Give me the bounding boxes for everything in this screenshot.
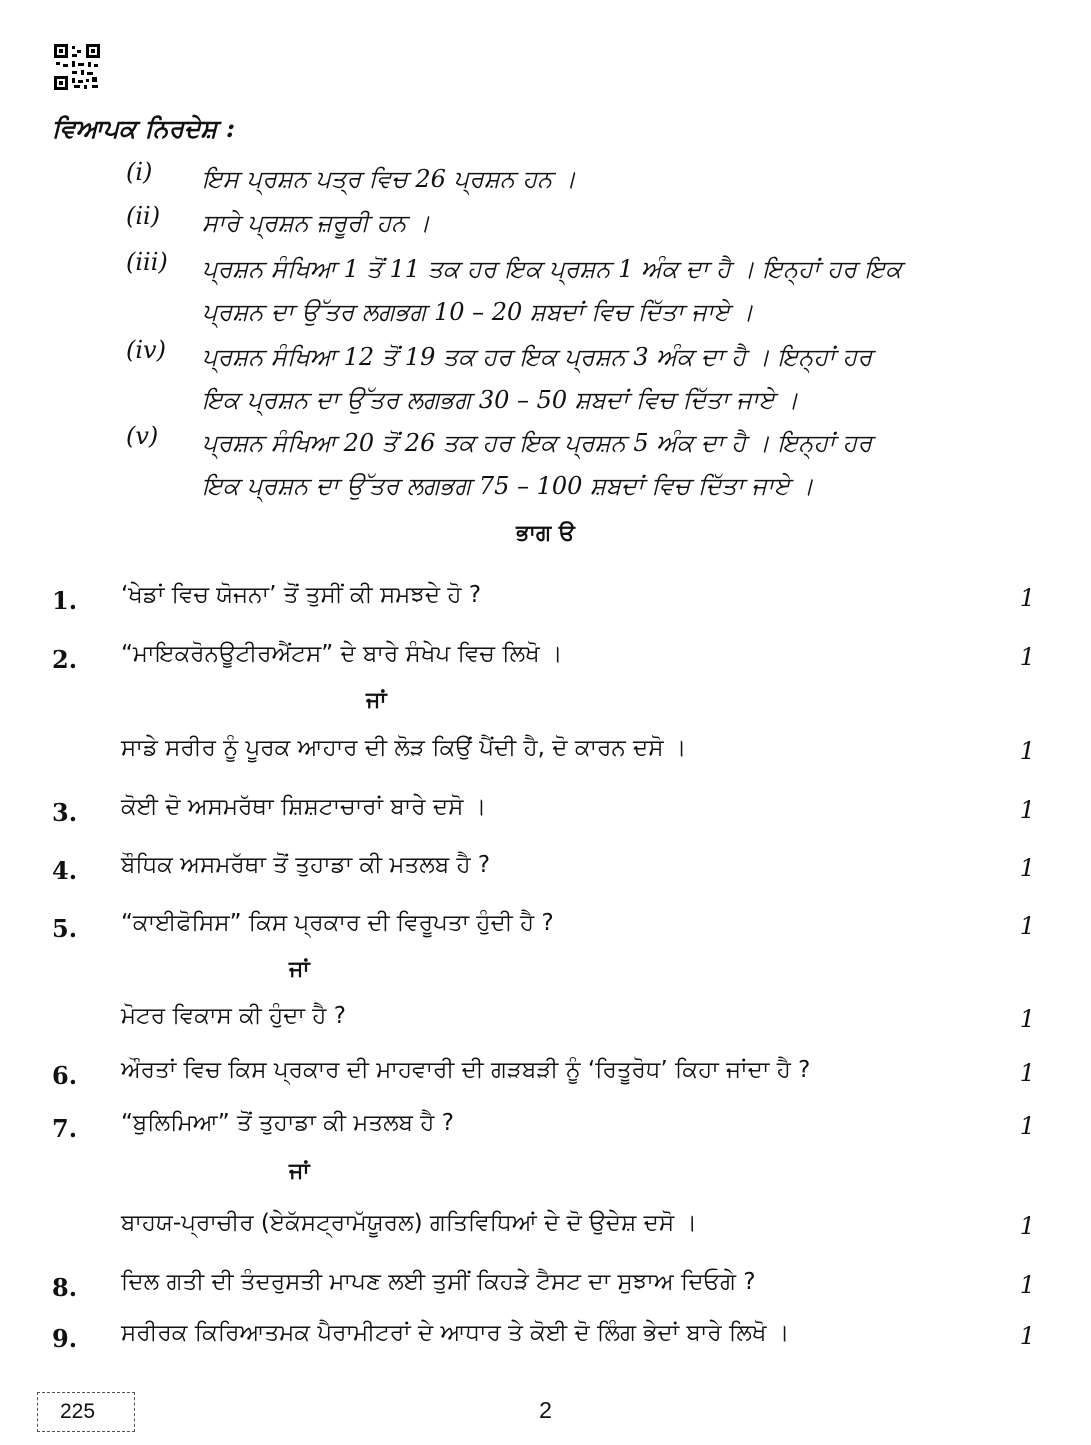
question-row (0, 852, 1091, 892)
instruction-text: ਇਕ ਪ੍ਰਸ਼ਨ ਦਾ ਉੱਤਰ ਲਗਭਗ 75 – 100 ਸ਼ਬਦਾਂ ਵਿਚ ਦਿੱਤਾ ਜਾਏ । (202, 472, 814, 500)
instructions-heading: ਵਿਆਪਕ ਨਿਰਦੇਸ਼ : (52, 114, 236, 143)
instruction-text: ਪ੍ਰਸ਼ਨ ਸੰਖਿਆ 12 ਤੋਂ 19 ਤਕ ਹਰ ਇਕ ਪ੍ਰਸ਼ਨ 3 ਅੰਕ ਦਾ ਹੈ । ਇਨ੍ਹਾਂ ਹਰ (202, 343, 873, 371)
question-text: ਸਰੀਰਕ ਕਿਰਿਆਤਮਕ ਪੈਰਾਮੀਟਰਾਂ ਦੇ ਆਧਾਰ ਤੇ ਕੋਈ ਦੋ ਲਿੰਗ ਭੇਦਾਂ ਬਾਰੇ ਲਿਖੋ । (121, 1320, 790, 1346)
question-marks: 1 (1019, 643, 1035, 671)
question-row (0, 1110, 1091, 1150)
question-number: 3. (52, 798, 78, 827)
paper-code: 225 (60, 1400, 96, 1423)
question-row (0, 735, 1091, 775)
question-row (0, 910, 1091, 950)
question-row (0, 641, 1091, 681)
question-text: ‘ਖੇਡਾਂ ਵਿਚ ਯੋਜਨਾ’ ਤੋਂ ਤੁਸੀਂ ਕੀ ਸਮਝਦੇ ਹੋ ? (121, 582, 482, 608)
question-marks: 1 (1019, 1212, 1035, 1240)
question-text: “ਬੁਲਿਮਿਆ” ਤੋਂ ਤੁਹਾਡਾ ਕੀ ਮਤਲਬ ਹੈ ? (121, 1110, 454, 1136)
instruction-text: ਇਸ ਪ੍ਰਸ਼ਨ ਪਤ੍ਰ ਵਿਚ 26 ਪ੍ਰਸ਼ਨ ਹਨ । (202, 165, 577, 193)
instruction-text: ਸਾਰੇ ਪ੍ਰਸ਼ਨ ਜ਼ਰੂਰੀ ਹਨ । (202, 209, 431, 237)
instruction-number: (i) (126, 158, 153, 186)
question-marks: 1 (1019, 737, 1035, 765)
or-label: ਜਾਂ (366, 688, 387, 713)
question-row (0, 1003, 1091, 1043)
instruction-text: ਪ੍ਰਸ਼ਨ ਸੰਖਿਆ 20 ਤੋਂ 26 ਤਕ ਹਰ ਇਕ ਪ੍ਰਸ਼ਨ 5 ਅੰਕ ਦਾ ਹੈ । ਇਨ੍ਹਾਂ ਹਰ (202, 429, 873, 457)
question-text: ਔਰਤਾਂ ਵਿਚ ਕਿਸ ਪ੍ਰਕਾਰ ਦੀ ਮਾਹਵਾਰੀ ਦੀ ਗੜਬੜੀ ਨੂੰ ‘ਰਿਤੂਰੋਧ’ ਕਿਹਾ ਜਾਂਦਾ ਹੈ ? (121, 1057, 811, 1083)
question-row (0, 794, 1091, 834)
question-number: 6. (52, 1061, 78, 1090)
instruction-number: (iii) (126, 248, 168, 276)
instruction-text: ਪ੍ਰਸ਼ਨ ਦਾ ਉੱਤਰ ਲਗਭਗ 10 – 20 ਸ਼ਬਦਾਂ ਵਿਚ ਦਿੱਤਾ ਜਾਏ । (202, 298, 754, 326)
section-title: ਭਾਗ ੳ (516, 520, 575, 546)
question-marks: 1 (1019, 1271, 1035, 1299)
question-text: ਬਾਹਯ-ਪ੍ਰਾਚੀਰ (ਏਕੱਸਟ੍ਰਾਮੱਯੂਰਲ) ਗਤਿਵਿਧਿਆਂ ਦੇ ਦੋ ਉਦੇਸ਼ ਦਸੋ । (121, 1210, 698, 1236)
question-marks: 1 (1019, 1059, 1035, 1087)
question-marks: 1 (1019, 912, 1035, 940)
question-marks: 1 (1019, 1112, 1035, 1140)
instruction-number: (ii) (126, 202, 161, 230)
question-row (0, 1269, 1091, 1309)
question-marks: 1 (1019, 796, 1035, 824)
question-text: ਦਿਲ ਗਤੀ ਦੀ ਤੰਦਰੁਸਤੀ ਮਾਪਣ ਲਈ ਤੁਸੀਂ ਕਿਹੜੇ ਟੈਸਟ ਦਾ ਸੁਝਾਅ ਦਿਓਗੇ ? (121, 1269, 756, 1295)
question-row (0, 1210, 1091, 1250)
question-marks: 1 (1019, 584, 1035, 612)
question-number: 9. (52, 1324, 78, 1353)
instruction-number: (iv) (126, 336, 166, 364)
question-number: 4. (52, 856, 78, 885)
instruction-text: ਪ੍ਰਸ਼ਨ ਸੰਖਿਆ 1 ਤੋਂ 11 ਤਕ ਹਰ ਇਕ ਪ੍ਰਸ਼ਨ 1 ਅੰਕ ਦਾ ਹੈ । ਇਨ੍ਹਾਂ ਹਰ ਇਕ (202, 255, 902, 283)
question-row (0, 582, 1091, 622)
question-number: 2. (52, 645, 78, 674)
question-row (0, 1320, 1091, 1356)
question-text: ਬੌਧਿਕ ਅਸਮਰੱਥਾ ਤੋਂ ਤੁਹਾਡਾ ਕੀ ਮਤਲਬ ਹੈ ? (121, 852, 491, 878)
question-marks: 1 (1019, 854, 1035, 882)
question-row (0, 1057, 1091, 1097)
question-number: 1. (52, 586, 78, 615)
question-marks: 1 (1019, 1005, 1035, 1033)
or-label: ਜਾਂ (289, 957, 310, 982)
question-text: “ਕਾਈਫੋਸਿਸ” ਕਿਸ ਪ੍ਰਕਾਰ ਦੀ ਵਿਰੂਪਤਾ ਹੁੰਦੀ ਹੈ ? (121, 910, 554, 936)
question-text: ਸਾਡੇ ਸਰੀਰ ਨੂੰ ਪੂਰਕ ਆਹਾਰ ਦੀ ਲੋੜ ਕਿਉਂ ਪੈਂਦੀ ਹੈ, ਦੋ ਕਾਰਨ ਦਸੋ । (121, 735, 687, 761)
qr-code-icon (54, 44, 100, 90)
question-marks: 1 (1019, 1322, 1035, 1350)
question-number: 5. (52, 914, 78, 943)
question-text: ਮੋਟਰ ਵਿਕਾਸ ਕੀ ਹੁੰਦਾ ਹੈ ? (121, 1003, 346, 1029)
question-text: ਕੋਈ ਦੋ ਅਸਮਰੱਥਾ ਸ਼ਿਸ਼ਟਾਚਾਰਾਂ ਬਾਰੇ ਦਸੋ । (121, 794, 487, 820)
page-number: 2 (539, 1397, 552, 1423)
question-text: “ਮਾਇਕਰੋਨਊਟੀਰਐਂਟਸ” ਦੇ ਬਾਰੇ ਸੰਖੇਪ ਵਿਚ ਲਿਖੋ । (121, 641, 563, 667)
question-number: 7. (52, 1114, 78, 1143)
or-label: ਜਾਂ (289, 1159, 310, 1184)
instruction-number: (v) (126, 422, 159, 450)
question-number: 8. (52, 1273, 78, 1302)
instruction-text: ਇਕ ਪ੍ਰਸ਼ਨ ਦਾ ਉੱਤਰ ਲਗਭਗ 30 – 50 ਸ਼ਬਦਾਂ ਵਿਚ ਦਿੱਤਾ ਜਾਏ । (202, 386, 799, 414)
